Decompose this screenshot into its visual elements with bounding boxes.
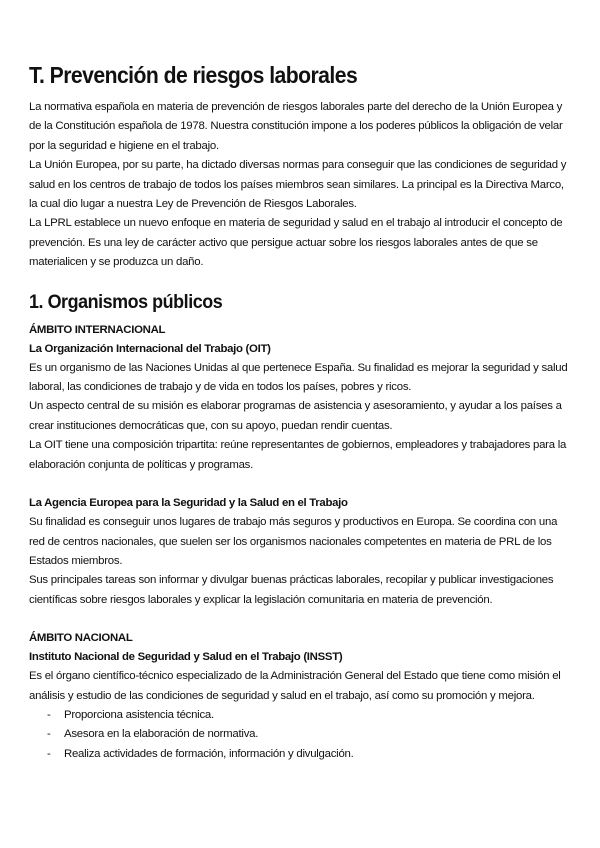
list-item bbox=[47, 745, 573, 764]
agency-paragraph-1: Su finalidad es conseguir unos lugares de trabajo más seguros y productivos en Europa. Se coordina con una red de centros nacionales, que suelen ser los organismos nacionales competentes en materia de PRL de los Estados miembros. bbox=[29, 516, 558, 567]
section-heading: 1. Organismos públicos bbox=[29, 290, 223, 313]
oit-paragraph-3: La OIT tiene una composición tripartita: reúne representantes de gobiernos, empleadores y trabajadores para la elaboración conjunta de políticas y programas. bbox=[29, 439, 567, 471]
dash-bullet: - bbox=[47, 747, 51, 760]
national-scope-label: ÁMBITO NACIONAL bbox=[29, 632, 133, 645]
international-scope-label: ÁMBITO INTERNACIONAL bbox=[29, 323, 166, 336]
intro-paragraph-3: La LPRL establece un nuevo enfoque en materia de seguridad y salud en el trabajo al introducir el concepto de prevención. Es una ley de carácter activo que persigue actuar sobre los riesgos laborales antes de que se materialicen y se produzca un daño. bbox=[29, 217, 563, 269]
agency-paragraph-2: Sus principales tareas son informar y divulgar buenas prácticas laborales, recopilar y publicar investigaciones científicas sobre riesgos laborales y explicar la legislación comunitaria en materia de prevención. bbox=[29, 574, 554, 606]
document-page bbox=[29, 60, 573, 764]
spacer bbox=[29, 610, 573, 629]
page-title: T. Prevención de riesgos laborales bbox=[29, 62, 358, 88]
list-item-text: Proporciona asistencia técnica. bbox=[64, 708, 214, 721]
list-item-text: Asesora en la elaboración de normativa. bbox=[64, 728, 259, 741]
insst-paragraph: Es el órgano científico-técnico especializado de la Administración General del Estado que tiene como misión el análisis y estudio de las condiciones de seguridad y salud en el trabajo, así como su promoción y mejora. bbox=[29, 670, 561, 702]
oit-paragraph-1: Es un organismo de las Naciones Unidas al que pertenece España. Su finalidad es mejorar la seguridad y salud laboral, las condiciones de trabajo y de vida en todos los países, pobres y ricos. bbox=[29, 361, 568, 394]
intro-paragraph-2: La Unión Europea, por su parte, ha dictado diversas normas para conseguir que las condiciones de seguridad y salud en los centros de trabajo de todos los países miembros sean similares. La principal es la Directiva Marco, la cual dio lugar a nuestra Ley de Prevención de Riesgos Laborales. bbox=[29, 159, 567, 211]
spacer bbox=[29, 475, 573, 494]
list-item bbox=[47, 725, 573, 744]
agency-title: La Agencia Europea para la Seguridad y la Salud en el Trabajo bbox=[29, 497, 348, 510]
oit-paragraph-2: Un aspecto central de su misión es elaborar programas de asistencia y asesoramiento, y ayudar a los países a crear instituciones democráticas que, con su apoyo, puedan rendir cuentas. bbox=[29, 400, 562, 432]
insst-title: Instituto Nacional de Seguridad y Salud en el Trabajo (INSST) bbox=[29, 651, 343, 664]
intro-paragraph-1: La normativa española en materia de prevención de riesgos laborales parte del derecho de la Unión Europea y de la Constitución española de 1978. Nuestra constitución impone a los poderes públicos la obligación de velar por la seguridad e higiene en el trabajo. bbox=[29, 101, 563, 152]
dash-bullet: - bbox=[47, 728, 51, 741]
list-item-text: Realiza actividades de formación, información y divulgación. bbox=[64, 747, 354, 760]
dash-bullet: - bbox=[47, 708, 51, 721]
list-item bbox=[47, 706, 573, 725]
insst-bullet-list bbox=[29, 706, 573, 764]
oit-title: La Organización Internacional del Trabajo (OIT) bbox=[29, 342, 271, 355]
